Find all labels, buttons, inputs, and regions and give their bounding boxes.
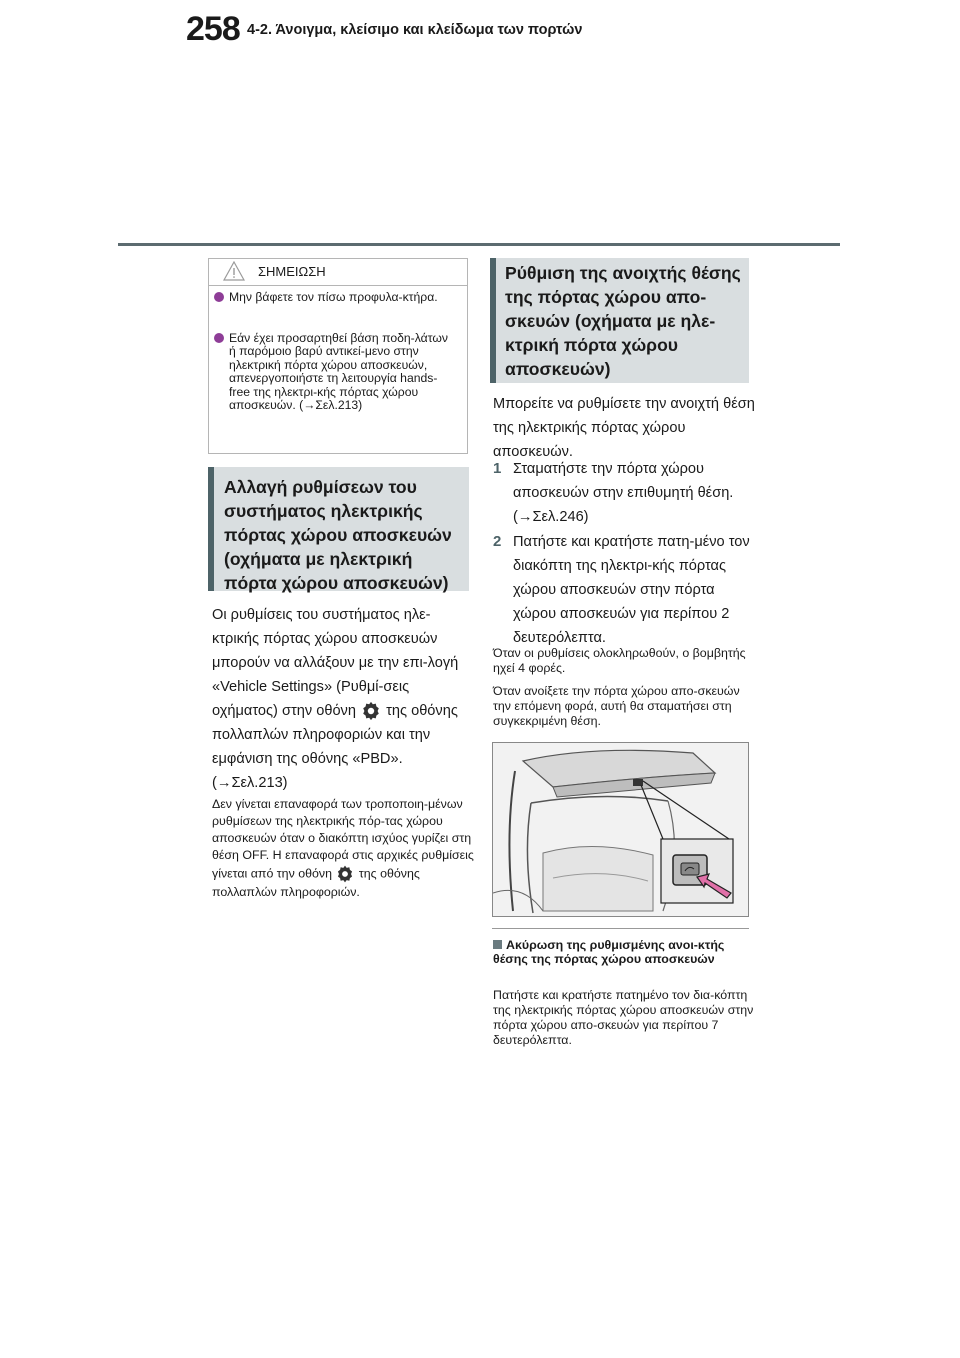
gear-icon	[335, 864, 355, 884]
step-number: 1	[493, 460, 502, 477]
note-text: Δεν γίνεται επαναφορά των τροποποιη-μένων ρυθμίσεων της ηλεκτρικής πόρ-τας χώρου αποσκευών όταν ο διακόπτη ισχύος γυρίζει στη θέση OFF. Η επαναφορά στις αρχικές ρυθμίσεις γίνεται από την οθόνη	[212, 797, 474, 881]
tailgate-switch-illustration	[492, 742, 749, 917]
subsection-heading-text: Ακύρωση της ρυθμισμένης ανοι-κτής θέσης της πόρτας χώρου αποσκευών	[493, 938, 725, 966]
note-header	[209, 259, 467, 286]
section1-paragraph	[212, 603, 474, 795]
step-text: Σταματήστε την πόρτα χώρου αποσκευών στην επιθυμητή θέση. (→Σελ.246)	[513, 461, 734, 525]
heading-line: συστήματος ηλεκτρικής	[224, 501, 423, 521]
step-result: Όταν ανοίξετε την πόρτα χώρου απο-σκευών την επόμενη φορά, αυτή θα σταματήσει στη συγκεκριμένη θέση.	[493, 684, 740, 728]
step-result: Όταν οι ρυθμίσεις ολοκληρωθούν, ο βομβητής ηχεί 4 φορές.	[493, 646, 746, 675]
heading-line: πόρτας χώρου αποσκευών	[224, 525, 452, 545]
figure-rule	[492, 928, 749, 929]
note-title: ΣΗΜΕΙΩΣΗ	[258, 264, 326, 279]
step-text: Πατήστε και κρατήστε πατη-μένο τον διακόπτη της ηλεκτρι-κής πόρτας χώρου αποσκευών στην πόρτα χώρου αποσκευών για περίπου 2 δευτερόλεπτα.	[513, 534, 750, 646]
paragraph-text: Οι ρυθμίσεις του συστήματος ηλε-κτρικής πόρτας χώρου αποσκευών μπορούν να αλλάξουν με την επι-λογή «Vehicle Settings» (Ρυθμί-σεις οχήματος) στην οθόνη	[212, 607, 459, 719]
heading-line: (οχήματα με ηλεκτρική	[224, 549, 413, 569]
tailgate-illustration-svg	[493, 743, 748, 916]
bullet-dot	[214, 292, 224, 302]
note-box	[208, 258, 468, 454]
step-number: 2	[493, 533, 502, 550]
heading-line: Αλλαγή ρυθμίσεων του	[224, 477, 417, 497]
step-1	[493, 457, 755, 529]
section-heading-open-position	[490, 258, 749, 383]
page-number: 258	[186, 10, 240, 48]
heading-line: Ρύθμιση της ανοιχτής θέσης	[505, 263, 741, 283]
chapter-title: 4-2. Άνοιγμα, κλείσιμο και κλείδωμα των πορτών	[247, 22, 583, 38]
gear-icon	[360, 700, 382, 722]
header-rule	[118, 243, 840, 246]
section-heading-pbd-settings	[208, 467, 469, 591]
heading-line: πόρτα χώρου αποσκευών)	[224, 573, 449, 593]
note-item	[214, 332, 460, 412]
heading-line: αποσκευών)	[505, 359, 611, 379]
note-item	[214, 291, 460, 304]
section1-note	[212, 796, 474, 901]
section2-intro: Μπορείτε να ρυθμίσετε την ανοιχτή θέση της ηλεκτρικής πόρτας χώρου αποσκευών.	[493, 396, 755, 460]
note-text: της οθόνης πολλαπλών πληροφοριών.	[212, 866, 420, 899]
subsection-text: Πατήστε και κρατήστε πατημένο τον δια-κόπτη της ηλεκτρικής πόρτας χώρου αποσκευών στην πόρτα χώρου απο-σκευών για περίπου 7 δευτερόλεπτα.	[493, 988, 754, 1047]
note-item-text: Εάν έχει προσαρτηθεί βάση ποδη-λάτων ή παρόμοιο βαρύ αντικεί-μενο στην ηλεκτρική πόρτα χώρου αποσκευών, απενεργοποιήστε τη λειτουργία hands-free της ηλεκτρι-κής πόρτας χώρου αποσκευών. (→Σελ.213)	[229, 331, 448, 413]
note-item-text: Μην βάφετε τον πίσω προφυλα-κτήρα.	[229, 290, 438, 304]
warning-triangle-icon	[223, 261, 245, 281]
bullet-dot	[214, 333, 224, 343]
step-2	[493, 530, 755, 650]
heading-line: σκευών (οχήματα με ηλε-	[505, 311, 716, 331]
heading-line: της πόρτας χώρου απο-	[505, 287, 707, 307]
subsection-heading-cancel	[493, 939, 755, 966]
heading-line: κτρική πόρτα χώρου	[505, 335, 679, 355]
square-bullet-icon	[493, 940, 502, 949]
paragraph-text: της οθόνης πολλαπλών πληροφοριών και την εμφάνιση της οθόνης «PBD». (→Σελ.213)	[212, 703, 458, 791]
